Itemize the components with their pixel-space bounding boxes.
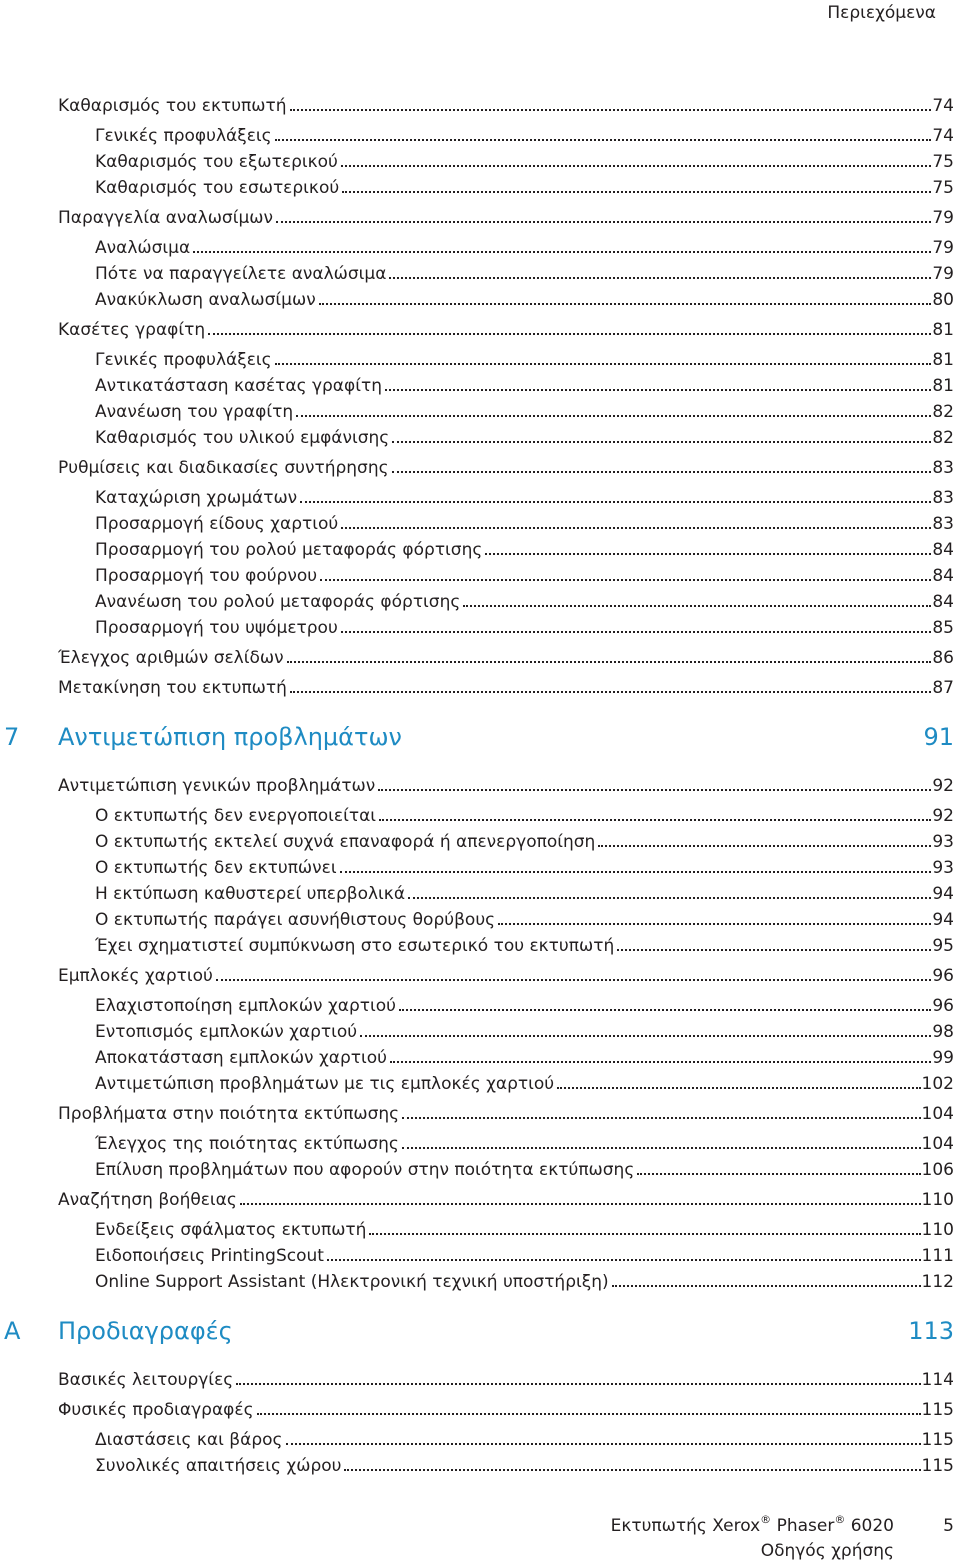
toc-entry-title: Προσαρμογή του φούρνου — [95, 566, 318, 586]
toc-entry-page: 84 — [932, 540, 954, 560]
toc-entry[interactable] — [95, 399, 954, 423]
toc-entry[interactable] — [95, 993, 954, 1017]
toc-entry-title: Βασικές λειτουργίες — [58, 1370, 234, 1390]
toc-entry[interactable] — [95, 563, 954, 587]
toc-entry-page: 93 — [932, 858, 954, 878]
toc-entry-title: Προβλήματα στην ποιότητα εκτύπωσης — [58, 1104, 400, 1124]
toc-entry-title: Ανανέωση του γραφίτη — [95, 402, 294, 422]
dot-leader — [216, 979, 931, 981]
toc-entry-title: Ο εκτυπωτής εκτελεί συχνά επαναφορά ή απενεργοποίηση — [95, 832, 596, 852]
toc-entry-page: 81 — [932, 320, 954, 340]
toc-entry-page: 102 — [921, 1074, 954, 1094]
toc-entry-title: Μετακίνηση του εκτυπωτή — [58, 678, 287, 698]
toc-entry-title: Καθαρισμός του εξωτερικού — [95, 152, 338, 172]
toc-entry[interactable] — [95, 175, 954, 199]
dot-leader — [275, 363, 932, 365]
toc-entry-page: 114 — [921, 1370, 954, 1390]
dot-leader — [240, 1203, 921, 1205]
toc-entry-page: 96 — [932, 996, 954, 1016]
toc-entry-title: Έχει σχηματιστεί συμπύκνωση στο εσωτερικό του εκτυπωτή — [95, 936, 615, 956]
toc-entry-title: Πότε να παραγγείλετε αναλώσιμα — [95, 264, 387, 284]
dot-leader — [498, 923, 931, 925]
toc-entry-title: Ειδοποιήσεις PrintingScout — [95, 1246, 324, 1266]
toc-entry[interactable] — [95, 829, 954, 853]
chapter-number: A — [4, 1317, 21, 1345]
toc-entry[interactable] — [95, 1131, 954, 1155]
toc-entry-page: 82 — [932, 402, 954, 422]
toc-entry-title: Αποκατάσταση εμπλοκών χαρτιού — [95, 1048, 387, 1068]
toc-entry[interactable] — [58, 317, 954, 341]
dot-leader — [342, 191, 931, 193]
toc-entry-title: Ελαχιστοποίηση εμπλοκών χαρτιού — [95, 996, 397, 1016]
registered-mark: ® — [760, 1513, 772, 1526]
chapter-page: 91 — [923, 723, 954, 751]
toc-entry[interactable] — [58, 675, 954, 699]
toc-entry[interactable] — [58, 773, 954, 797]
toc-entry-title: Ο εκτυπωτής δεν εκτυπώνει — [95, 858, 337, 878]
toc-entry-title: Καθαρισμός του εσωτερικού — [95, 178, 340, 198]
dot-leader — [319, 303, 932, 305]
toc-entry-page: 75 — [932, 152, 954, 172]
dot-leader — [392, 471, 932, 473]
toc-entry-page: 85 — [932, 618, 954, 638]
toc-entry[interactable] — [95, 511, 954, 535]
toc-entry-title: Ο εκτυπωτής δεν ενεργοποιείται — [95, 806, 377, 826]
footer-guide: Οδηγός χρήσης — [760, 1541, 894, 1561]
toc-entry[interactable] — [95, 1453, 954, 1477]
dot-leader — [390, 1061, 931, 1063]
dot-leader — [463, 605, 931, 607]
toc-entry[interactable] — [95, 615, 954, 639]
toc-entry-page: 81 — [932, 376, 954, 396]
toc-entry[interactable] — [95, 1427, 954, 1451]
toc-entry[interactable] — [95, 373, 954, 397]
toc-entry-title: Φυσικές προδιαγραφές — [58, 1400, 254, 1420]
dot-leader — [369, 1233, 920, 1235]
toc-entry-page: 80 — [932, 290, 954, 310]
dot-leader — [320, 579, 931, 581]
dot-leader — [287, 661, 932, 663]
toc-entry-page: 112 — [921, 1272, 954, 1292]
dot-leader — [399, 1009, 931, 1011]
toc-entry-title: Συνολικές απαιτήσεις χώρου — [95, 1456, 342, 1476]
dot-leader — [379, 819, 931, 821]
dot-leader — [257, 1413, 921, 1415]
toc-entry[interactable] — [95, 589, 954, 613]
chapter-page: 113 — [908, 1317, 954, 1345]
toc-entry-title: Προσαρμογή του υψόμετρου — [95, 618, 338, 638]
toc-entry[interactable] — [95, 149, 954, 173]
dot-leader — [402, 1117, 920, 1119]
footer-product-prefix: Εκτυπωτής Xerox — [610, 1516, 761, 1536]
toc-entry-page: 104 — [921, 1104, 954, 1124]
toc-entry[interactable] — [58, 645, 954, 669]
toc-entry-title: Εντοπισμός εμπλοκών χαρτιού — [95, 1022, 358, 1042]
toc-entry-page: 94 — [932, 910, 954, 930]
toc-entry-page: 95 — [932, 936, 954, 956]
toc-entry-title: Καθαρισμός του υλικού εμφάνισης — [95, 428, 390, 448]
toc-entry-page: 98 — [932, 1022, 954, 1042]
dot-leader — [389, 277, 931, 279]
toc-entry[interactable] — [95, 425, 954, 449]
toc-entry-page: 110 — [921, 1190, 954, 1210]
toc-entry-page: 111 — [921, 1246, 954, 1266]
toc-entry[interactable] — [95, 1269, 954, 1293]
dot-leader — [208, 333, 931, 335]
toc-entry-page: 84 — [932, 566, 954, 586]
dot-leader — [385, 389, 931, 391]
running-header: Περιεχόμενα — [827, 3, 936, 23]
dot-leader — [392, 441, 931, 443]
toc-entry-title: Έλεγχος αριθμών σελίδων — [58, 648, 284, 668]
toc-entry[interactable] — [95, 855, 954, 879]
toc-entry-title: Προσαρμογή του ρολού μεταφοράς φόρτισης — [95, 540, 483, 560]
toc-entry[interactable] — [58, 205, 954, 229]
toc-entry[interactable] — [95, 235, 954, 259]
chapter-heading[interactable] — [0, 1316, 954, 1346]
toc-entry-title: Κασέτες γραφίτη — [58, 320, 206, 340]
toc-entry[interactable] — [95, 1071, 954, 1095]
toc-entry-page: 83 — [932, 488, 954, 508]
dot-leader — [341, 527, 931, 529]
footer-product-number: 6020 — [850, 1516, 894, 1536]
toc-entry[interactable] — [95, 347, 954, 371]
toc-entry-title: Ενδείξεις σφάλματος εκτυπωτή — [95, 1220, 367, 1240]
chapter-heading[interactable] — [0, 722, 954, 752]
toc-entry-title: Αναλώσιμα — [95, 238, 191, 258]
dot-leader — [360, 1035, 931, 1037]
toc-entry-page: 106 — [921, 1160, 954, 1180]
toc-entry[interactable] — [95, 485, 954, 509]
dot-leader — [327, 1259, 921, 1261]
dot-leader — [193, 251, 931, 253]
toc-entry-title: Αναζήτηση βοήθειας — [58, 1190, 237, 1210]
toc-entry-page: 82 — [932, 428, 954, 448]
dot-leader — [617, 949, 931, 951]
toc-entry[interactable] — [58, 1397, 954, 1421]
toc-entry-page: 96 — [932, 966, 954, 986]
toc-entry-page: 99 — [932, 1048, 954, 1068]
dot-leader — [485, 553, 931, 555]
toc-entry[interactable] — [58, 1187, 954, 1211]
dot-leader — [236, 1383, 920, 1385]
toc-entry-title: Αντιμετώπιση γενικών προβλημάτων — [58, 776, 376, 796]
toc-entry-title: Καθαρισμός του εκτυπωτή — [58, 96, 287, 116]
toc-entry[interactable] — [58, 93, 954, 117]
toc-entry-title: Η εκτύπωση καθυστερεί υπερβολικά — [95, 884, 406, 904]
toc-entry-page: 84 — [932, 592, 954, 612]
chapter-title: Προδιαγραφές — [58, 1317, 233, 1345]
dot-leader — [340, 871, 932, 873]
toc-entry-page: 74 — [932, 126, 954, 146]
dot-leader — [408, 897, 931, 899]
chapter-title: Αντιμετώπιση προβλημάτων — [58, 723, 402, 751]
toc-entry-page: 93 — [932, 832, 954, 852]
toc-entry-page: 115 — [921, 1400, 954, 1420]
toc-entry-page: 115 — [921, 1430, 954, 1450]
toc-entry-title: Επίλυση προβλημάτων που αφορούν στην ποιότητα εκτύπωσης — [95, 1160, 635, 1180]
dot-leader — [557, 1087, 920, 1089]
toc-entry-title: Εμπλοκές χαρτιού — [58, 966, 213, 986]
toc-entry-page: 83 — [932, 458, 954, 478]
dot-leader — [378, 789, 931, 791]
toc-entry-title: Ο εκτυπωτής παράγει ασυνήθιστους θορύβους — [95, 910, 496, 930]
toc-entry-title: Ανακύκλωση αναλωσίμων — [95, 290, 316, 310]
dot-leader — [286, 1443, 921, 1445]
dot-leader — [598, 845, 931, 847]
toc-entry-page: 92 — [932, 776, 954, 796]
toc-entry-title: Έλεγχος της ποιότητας εκτύπωσης — [95, 1134, 399, 1154]
dot-leader — [276, 221, 931, 223]
toc-entry-title: Online Support Assistant (Ηλεκτρονική τεχνική υποστήριξη) — [95, 1272, 609, 1292]
toc-entry[interactable] — [58, 963, 954, 987]
dot-leader — [290, 691, 931, 693]
toc-entry-page: 75 — [932, 178, 954, 198]
dot-leader — [402, 1147, 921, 1149]
toc-entry[interactable] — [95, 261, 954, 285]
toc-entry[interactable] — [95, 881, 954, 905]
chapter-number: 7 — [4, 723, 20, 751]
toc-entry[interactable] — [95, 1217, 954, 1241]
toc-entry-page: 115 — [921, 1456, 954, 1476]
toc-entry[interactable] — [95, 123, 954, 147]
toc-entry-title: Προσαρμογή είδους χαρτιού — [95, 514, 339, 534]
toc-entry-title: Ανανέωση του ρολού μεταφοράς φόρτισης — [95, 592, 461, 612]
toc-entry-page: 79 — [932, 264, 954, 284]
toc-entry-page: 83 — [932, 514, 954, 534]
dot-leader — [341, 631, 932, 633]
dot-leader — [300, 501, 931, 503]
toc-entry-page: 104 — [921, 1134, 954, 1154]
toc-entry[interactable] — [58, 1101, 954, 1125]
toc-entry-title: Παραγγελία αναλωσίμων — [58, 208, 273, 228]
toc-entry[interactable] — [95, 1045, 954, 1069]
registered-mark: ® — [834, 1513, 846, 1526]
toc-entry[interactable] — [95, 1243, 954, 1267]
toc-entry-page: 81 — [932, 350, 954, 370]
toc-entry-page: 87 — [932, 678, 954, 698]
toc-entry[interactable] — [95, 1019, 954, 1043]
toc-entry-page: 92 — [932, 806, 954, 826]
dot-leader — [341, 165, 931, 167]
toc-entry[interactable] — [95, 537, 954, 561]
dot-leader — [275, 139, 932, 141]
dot-leader — [296, 415, 931, 417]
footer-product-model: Phaser — [776, 1516, 835, 1536]
dot-leader — [612, 1285, 921, 1287]
footer-product — [494, 1515, 894, 1539]
toc-entry-title: Διαστάσεις και βάρος — [95, 1430, 283, 1450]
toc-entry[interactable] — [95, 803, 954, 827]
dot-leader — [344, 1469, 920, 1471]
toc-entry-page: 86 — [932, 648, 954, 668]
toc-entry[interactable] — [58, 455, 954, 479]
toc-entry[interactable] — [95, 907, 954, 931]
dot-leader — [290, 109, 932, 111]
toc-entry-page: 79 — [932, 238, 954, 258]
dot-leader — [637, 1173, 920, 1175]
toc-entry-page: 74 — [932, 96, 954, 116]
page-number: 5 — [943, 1516, 954, 1536]
toc-entry-title: Ρυθμίσεις και διαδικασίες συντήρησης — [58, 458, 389, 478]
toc-entry-page: 79 — [932, 208, 954, 228]
toc-entry-title: Αντιμετώπιση προβλημάτων με τις εμπλοκές χαρτιού — [95, 1074, 555, 1094]
toc-entry[interactable] — [95, 1157, 954, 1181]
toc-entry-title: Γενικές προφυλάξεις — [95, 126, 272, 146]
toc-entry-title: Καταχώριση χρωμάτων — [95, 488, 298, 508]
toc-entry-title: Αντικατάσταση κασέτας γραφίτη — [95, 376, 382, 396]
toc-entry-title: Γενικές προφυλάξεις — [95, 350, 272, 370]
toc-entry[interactable] — [95, 287, 954, 311]
toc-entry[interactable] — [58, 1367, 954, 1391]
toc-entry[interactable] — [95, 933, 954, 957]
toc-entry-page: 110 — [921, 1220, 954, 1240]
toc-entry-page: 94 — [932, 884, 954, 904]
